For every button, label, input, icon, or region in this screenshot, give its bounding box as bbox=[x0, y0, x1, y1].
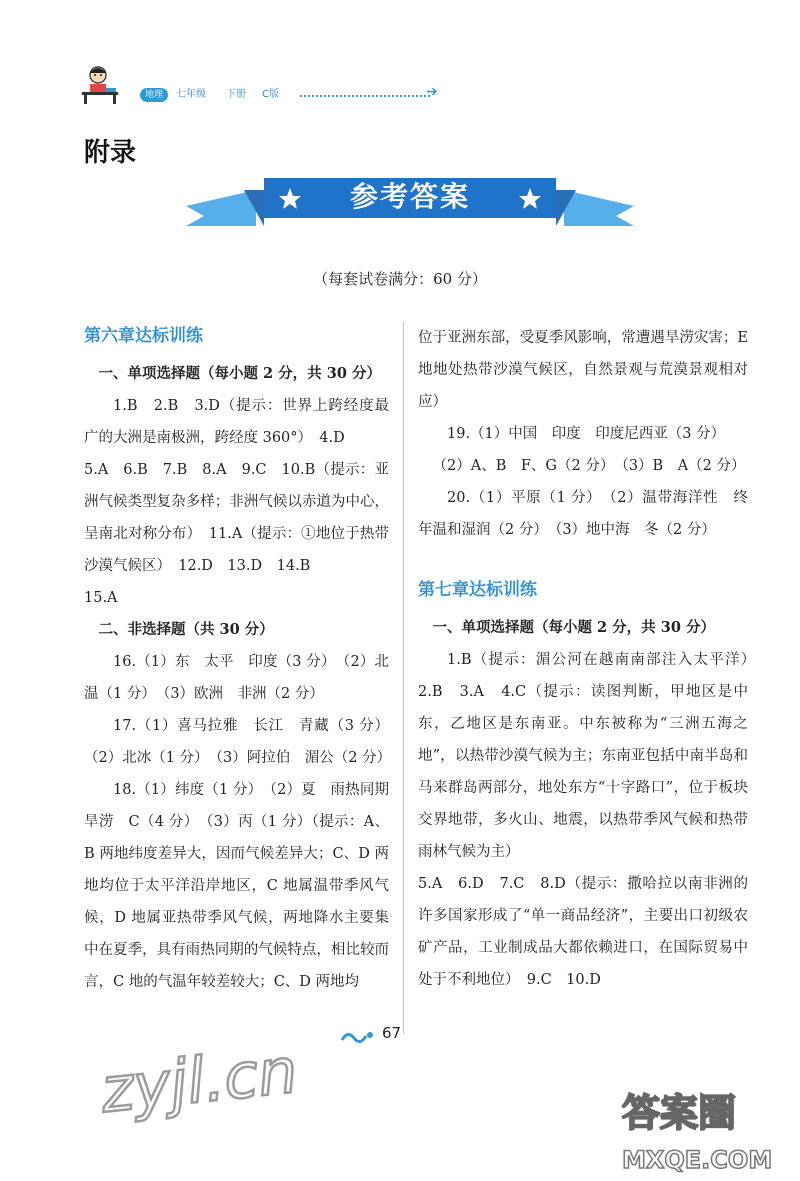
right-column bbox=[418, 322, 763, 996]
right-answer-paragraph: 位于亚洲东部，受夏季风影响，常遭遇旱涝灾害；E 地地处热带沙漠气候区，自然景观与荒漠景观相对应） bbox=[418, 330, 748, 410]
left-answer-paragraph: 一、单项选择题（每小题 2 分，共 30 分） bbox=[98, 365, 381, 382]
subject-badge: 地理 bbox=[140, 88, 168, 102]
page-header bbox=[78, 62, 438, 106]
left-answers bbox=[84, 358, 404, 998]
right-answer-paragraph: 一、单项选择题（每小题 2 分，共 30 分） bbox=[432, 619, 715, 636]
page-number: 67 bbox=[382, 1024, 402, 1042]
left-answer-paragraph: 1.B 2.B 3.D（提示：世界上跨经度最广的大洲是南极洲，跨经度 360°） 4.D bbox=[84, 398, 389, 446]
right-answers-top bbox=[418, 322, 748, 546]
svg-text:zyjl.cn: zyjl.cn bbox=[97, 1033, 301, 1127]
score-note: （每套试卷满分：60 分） bbox=[313, 270, 487, 288]
page-footer bbox=[340, 1022, 440, 1052]
volume-label: 下册 bbox=[226, 89, 246, 100]
banner-title: 参考答案 bbox=[349, 180, 470, 213]
column-divider bbox=[403, 322, 404, 1034]
left-answer-paragraph: 二、非选择题（共 30 分） bbox=[98, 621, 274, 638]
svg-text:答案圈: 答案圈 bbox=[622, 1091, 737, 1135]
page-ornament-icon bbox=[340, 1026, 380, 1048]
zyjl-watermark bbox=[96, 1012, 346, 1132]
left-answer-paragraph: 17.（1）喜马拉雅 长江 青藏（3 分）（2）北冰（1 分） （3）阿拉伯 湄公（2 分） bbox=[84, 718, 392, 766]
appendix-heading: 附录 bbox=[84, 138, 137, 168]
right-answer-paragraph: 5.A 6.D 7.C 8.D（提示：撒哈拉以南非洲的许多国家形成了“单一商品经济”，主要出口初级农矿产品，工业制成品大都依赖进口，在国际贸易中处于不利地位） 9.C 10.D bbox=[418, 876, 748, 988]
svg-text:MXQE.COM: MXQE.COM bbox=[622, 1146, 773, 1174]
mxqe-watermark bbox=[608, 1080, 798, 1180]
right-answers-bottom bbox=[418, 612, 763, 996]
version-label: C版 bbox=[262, 89, 279, 100]
chapter-7-title: 第七章达标训练 bbox=[418, 580, 537, 600]
right-answer-paragraph: 19.（1）中国 印度 印度尼西亚（3 分） bbox=[447, 426, 726, 442]
arrow-right-icon: ➔ bbox=[426, 84, 438, 100]
left-column bbox=[84, 320, 404, 998]
header-dotted-line bbox=[300, 95, 430, 97]
answers-banner bbox=[186, 176, 634, 228]
left-answer-paragraph: 16.（1）东 太平 印度（3 分） （2）北温（1 分） （3）欧洲 非洲（2 分） bbox=[84, 654, 389, 702]
left-answer-paragraph: 18.（1）纬度（1 分） （2）夏 雨热同期 旱涝 C（4 分） （3）丙（1 分）（提示：A、B 两地纬度差异大，因而气候差异大；C、D 两地均位于太平洋沿岸地区，C 地属温带季风气候，D 地属亚热带季风气候，两地降水主要集中在夏季，具有雨热同期的气候特点，相比较而言，C 地的气温年较差较大；C、D 两地均 bbox=[84, 782, 404, 990]
chapter-6-title: 第六章达标训练 bbox=[84, 326, 203, 346]
right-answer-paragraph: （2）A、B F、G（2 分） （3）B A（2 分） bbox=[432, 458, 746, 474]
left-answer-paragraph: 15.A bbox=[84, 590, 118, 606]
right-answer-paragraph: 20.（1）平原（1 分） （2）温带海洋性 终年温和湿润（2 分） （3）地中海 冬（2 分） bbox=[418, 490, 748, 538]
right-answer-paragraph: 1.B（提示：湄公河在越南南部注入太平洋） 2.B 3.A 4.C（提示：读图判断，甲地区是中东，乙地区是东南亚。中东被称为“三洲五海之地”，以热带沙漠气候为主；东南亚包括中南半岛和马来群岛两部分，地处东方“十字路口”，位于板块交界地带，多火山、地震，以热带季风气候和热带雨林气候为主） bbox=[418, 652, 763, 860]
grade-label: 七年级 bbox=[176, 89, 206, 100]
left-answer-paragraph: 5.A 6.B 7.B 8.A 9.C 10.B（提示：亚洲气候类型复杂多样；非洲气候以赤道为中心，呈南北对称分布） 11.A（提示：①地位于热带沙漠气候区） 12.D 13.D 14.B bbox=[84, 462, 389, 574]
mascot-icon bbox=[78, 62, 122, 106]
